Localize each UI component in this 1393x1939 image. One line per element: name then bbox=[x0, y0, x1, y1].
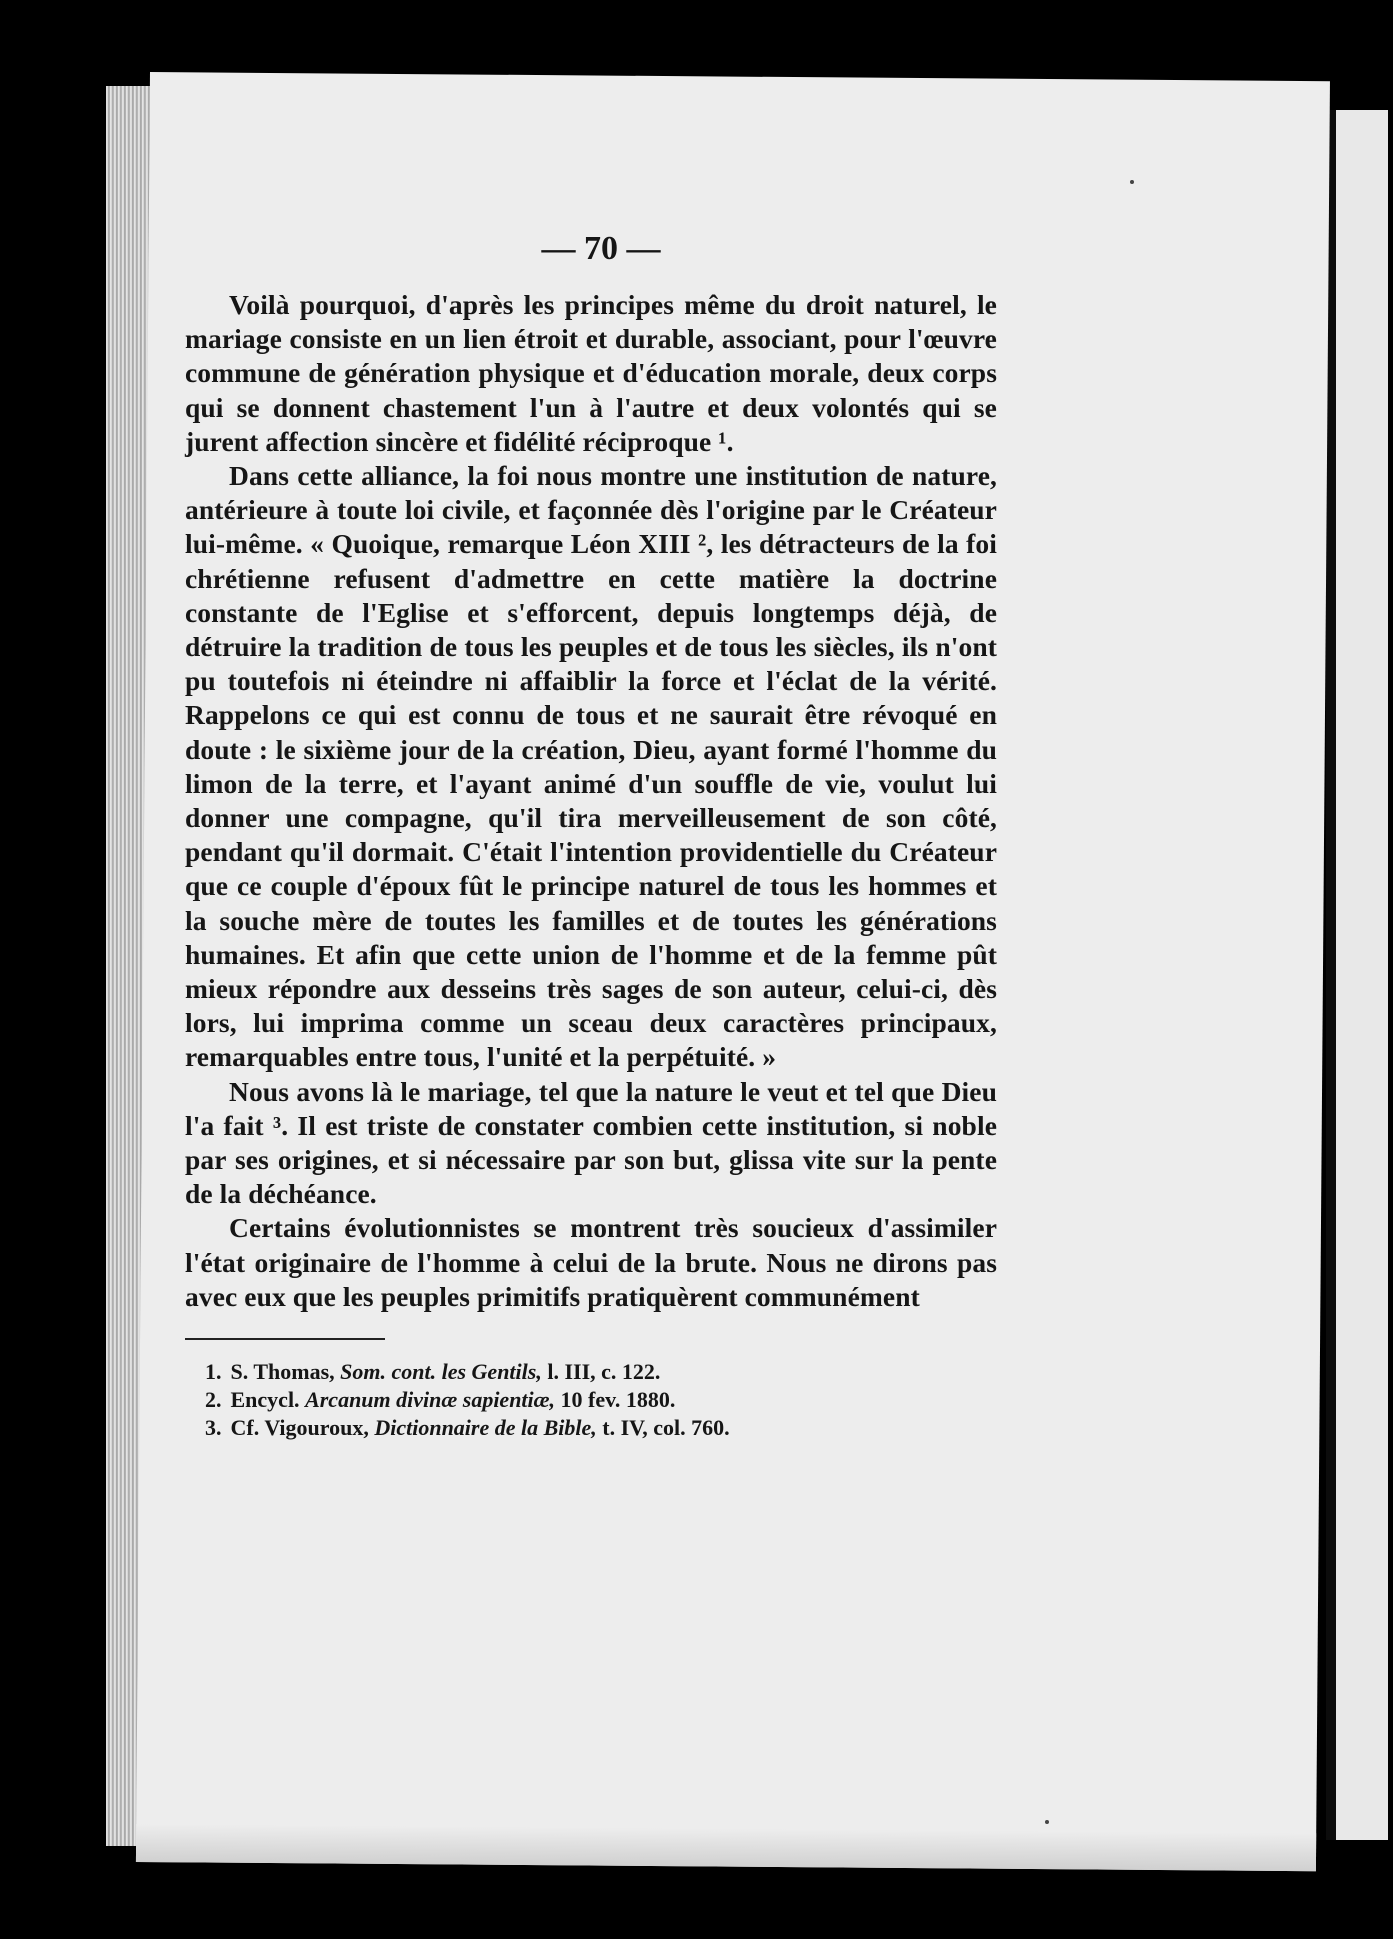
footnote-text: S. Thomas, bbox=[230, 1359, 341, 1385]
facing-page-edge bbox=[1336, 110, 1388, 1840]
footnote bbox=[205, 1358, 997, 1386]
footnote-text: Cf. Vigouroux, bbox=[230, 1415, 375, 1441]
footnote-text: Encycl. bbox=[230, 1387, 306, 1413]
paragraph: Voilà pourquoi, d'après les principes même du droit naturel, le mariage consiste en un lien étroit et durable, associant, pour l'œuvre commune de génération physique et d'éducation morale, deux corps qui se donnent chastement l'un à l'autre et deux volontés qui se jurent affection sincère et fidélité réciproque ¹. bbox=[185, 289, 997, 457]
footnote-text: l. III, c. 122. bbox=[541, 1359, 661, 1385]
paragraph: Dans cette alliance, la foi nous montre une institution de nature, antérieure à toute loi civile, et façonnée dès l'origine par le Créateur lui-même. « Quoique, remarque Léon XIII ², les détracteurs de la foi chrétienne refusent d'admettre en cette matière la doctrine constante de l'Eglise et s'efforcent, depuis longtemps déjà, de détruire la tradition de tous les peuples et de tous les siècles, ils n'ont pu toutefois ni éteindre ni affaiblir la force et l'éclat de la vérité. Rappelons ce qui est connu de tous et ne saurait être révoqué en doute : le sixième jour de la création, Dieu, ayant formé l'homme du limon de la terre, et l'ayant animé d'un souffle de vie, voulut lui donner une compagne, qu'il tira merveilleusement de son côté, pendant qu'il dormait. C'était l'intention providentielle du Créateur que ce couple d'époux fût le principe naturel de tous les hommes et la souche mère de toutes les familles et de toutes les générations humaines. Et afin que cette union de l'homme et de la femme pût mieux répondre aux desseins très sages de son auteur, celui-ci, dès lors, lui imprima comme un sceau deux caractères principaux, remarquables entre tous, l'unité et la perpétuité. » bbox=[185, 460, 997, 1073]
footnote-number: 1. bbox=[205, 1359, 222, 1385]
page-text bbox=[185, 230, 997, 1442]
page-number: — 70 — bbox=[541, 230, 661, 267]
footnote-text: t. IV, col. 760. bbox=[596, 1415, 730, 1441]
footnote-text: 10 fev. 1880. bbox=[555, 1387, 676, 1413]
footnote-title: Som. cont. les Gentils, bbox=[340, 1359, 542, 1385]
scan-speck bbox=[1045, 1820, 1049, 1824]
footnote bbox=[205, 1386, 997, 1414]
paragraph: Certains évolutionnistes se montrent très soucieux d'assimiler l'état originaire de l'homme à celui de la brute. Nous ne dirons pas avec eux que les peuples primitifs pratiquèrent communément bbox=[185, 1212, 997, 1312]
scan-speck bbox=[1130, 180, 1134, 184]
footnote-number: 2. bbox=[205, 1387, 222, 1413]
footnote bbox=[205, 1414, 997, 1442]
footnote-title: Dictionnaire de la Bible, bbox=[374, 1415, 597, 1441]
page-bottom-shadow bbox=[136, 1824, 1316, 1871]
paragraph: Nous avons là le mariage, tel que la nature le veut et tel que Dieu l'a fait ³. Il est triste de constater combien cette institution, si noble par ses origines, et si nécessaire par son but, glissa vite sur la pente de la déchéance. bbox=[185, 1075, 997, 1210]
footnote-separator bbox=[185, 1338, 385, 1340]
footnote-number: 3. bbox=[205, 1415, 222, 1441]
footnote-title: Arcanum divinæ sapientiæ, bbox=[305, 1387, 556, 1413]
